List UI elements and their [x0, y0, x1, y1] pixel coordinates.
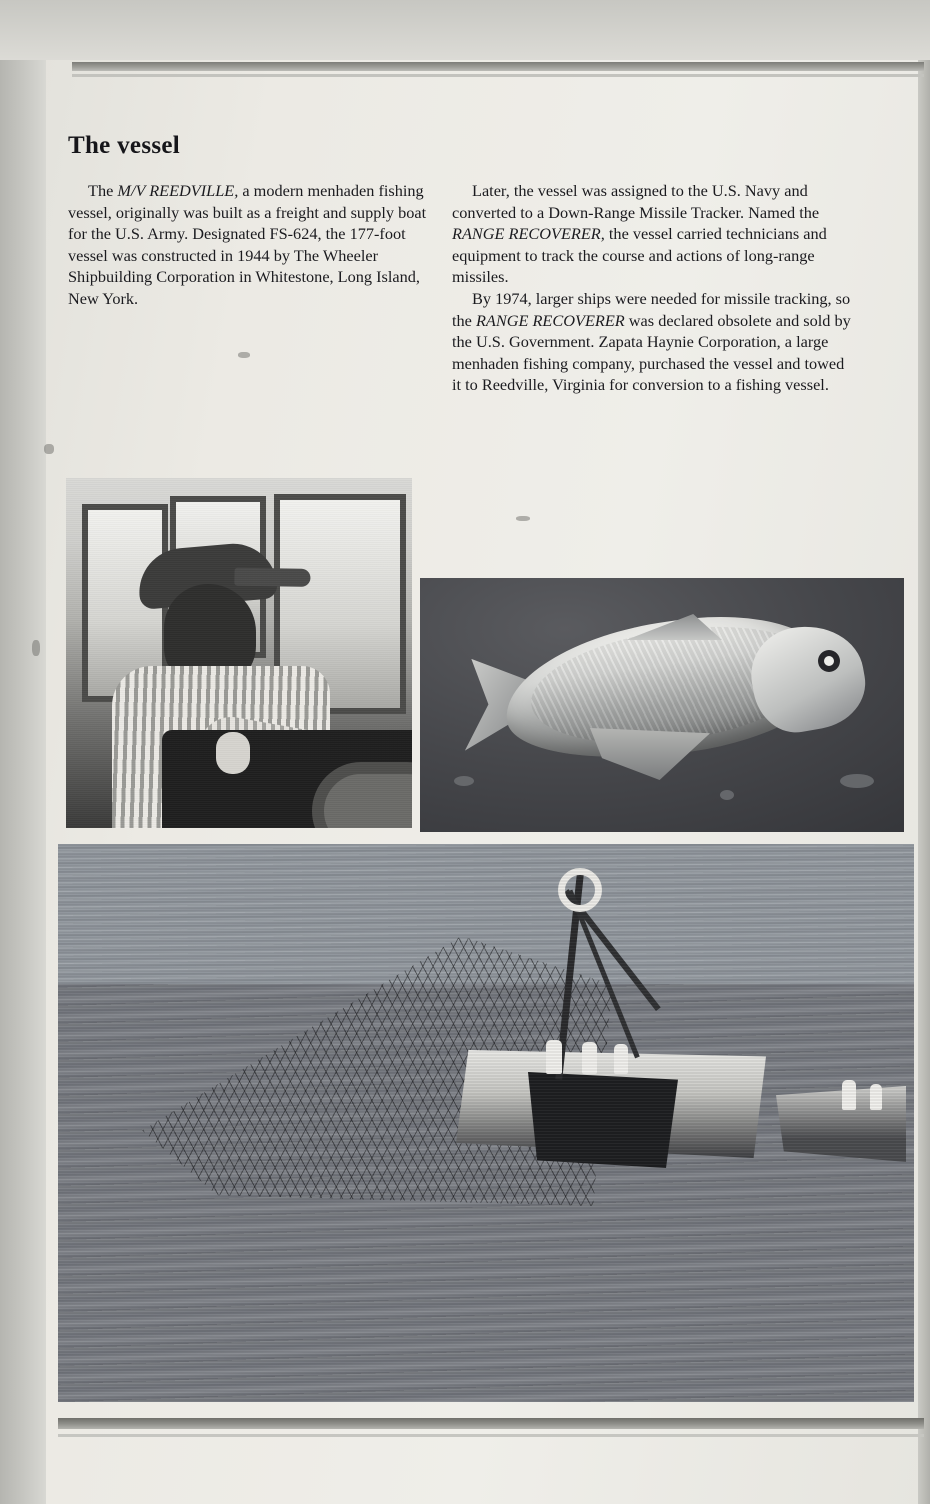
page-title: The vessel: [68, 132, 181, 159]
water-bubble: [720, 790, 734, 800]
captain-at-helm-photo: [66, 478, 412, 828]
purse-seine-net-photo: [58, 844, 914, 1402]
text-run: The: [88, 181, 118, 200]
vessel-name-italic: M/V REEDVILLE,: [117, 181, 239, 200]
left-text-column: [68, 180, 428, 310]
text-run: the vessel carried technicians and equipment to track the course and actions of long-range missiles.: [452, 224, 827, 287]
scan-speck: [32, 640, 40, 656]
scan-speck: [516, 516, 530, 521]
range-recoverer-italic: RANGE RECOVERER,: [452, 224, 605, 244]
water-bubble: [840, 774, 874, 788]
menhaden-fish-photo: [420, 578, 904, 832]
bottom-rule: [58, 1418, 924, 1429]
paragraph-sale-to-zapata: [452, 288, 852, 396]
paragraph-navy-conversion: [452, 180, 852, 288]
top-rule-secondary: [72, 74, 924, 77]
top-rule: [72, 62, 924, 71]
scan-speck: [238, 352, 250, 358]
text-run: a modern menhaden fishing vessel, originally was built as a freight and supply boat for the U.S. Army. Designated FS-624, the 177-foot vessel was constructed in 1944 by The Wheeler Shipbuilding Corporation in Whitestone, Long Island, New York.: [68, 181, 427, 308]
scan-edge-top: [0, 0, 930, 60]
scan-edge-right: [918, 0, 930, 1504]
right-text-column: [452, 180, 852, 396]
water-bubble: [454, 776, 474, 786]
scan-speck: [44, 444, 54, 454]
paragraph-vessel-origin: [68, 180, 428, 310]
text-run: By 1974, larger ships were needed for missile tracking, so the: [452, 288, 851, 330]
range-recoverer-italic-2: RANGE RECOVERER: [475, 310, 625, 330]
text-run: was declared obsolete and sold by the U.S. Government. Zapata Haynie Corporation, a large menhaden fishing company, purchased the vessel and towed it to Reedville, Virginia for conversion to a fishing vessel.: [452, 310, 851, 395]
photo-grain: [66, 478, 412, 828]
fish-eye: [818, 650, 840, 672]
photo-grain: [58, 844, 914, 1402]
scan-edge-left: [0, 0, 46, 1504]
text-run: Later, the vessel was assigned to the U.S. Navy and converted to a Down-Range Missile Tracker. Named the: [452, 181, 820, 222]
bottom-rule-secondary: [58, 1434, 924, 1437]
